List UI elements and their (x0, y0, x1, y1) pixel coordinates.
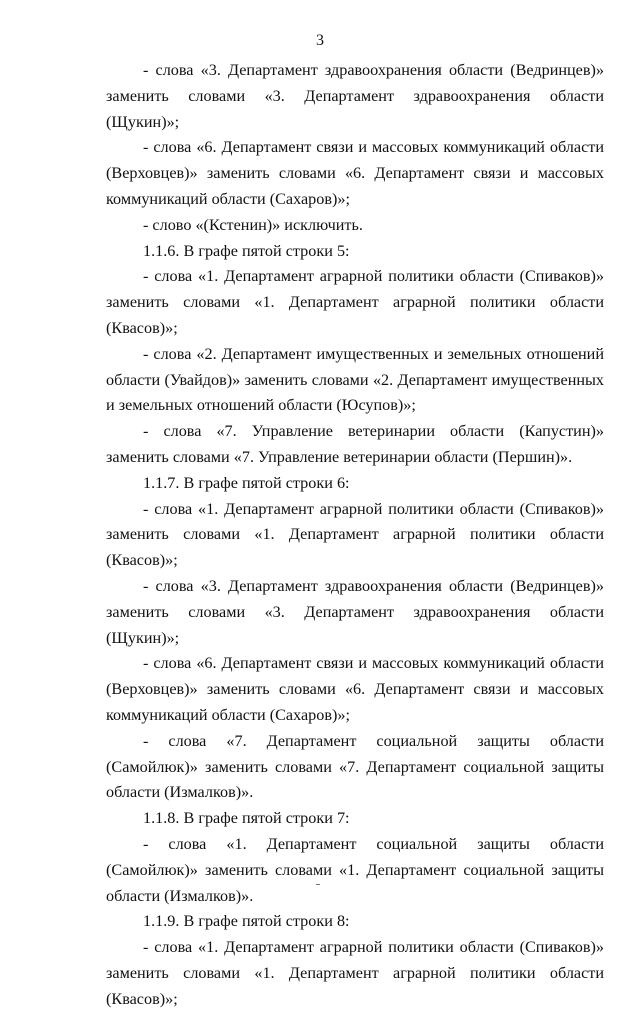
page-number: 3 (316, 32, 324, 49)
paragraph: - слова «6. Департамент связи и массовых коммуникаций области (Верховцев)» заменить словами «6. Департамент связи и массовых коммуникаций области (Сахаров)»; (106, 138, 604, 208)
section-heading: 1.1.7. В графе пятой строки 6: (143, 473, 350, 492)
section-heading: 1.1.6. В графе пятой строки 5: (143, 241, 350, 260)
paragraph: - слова «7. Департамент социальной защиты области (Самойлюк)» заменить словами «7. Департамент социальной защиты области (Измалков)». (106, 731, 604, 802)
document-body (106, 58, 604, 1012)
paragraph: - слова «3. Департамент здравоохранения области (Ведринцев)» заменить словами «3. Департамент здравоохранения области (Щукин)»; (106, 61, 604, 131)
paragraph: - слова «7. Управление ветеринарии области (Капустин)» заменить словами «7. Управление ветеринарии области (Першин)». (106, 422, 604, 466)
section-heading: 1.1.8. В графе пятой строки 7: (143, 809, 350, 828)
paragraph: - слова «1. Департамент аграрной политики области (Спиваков)» заменить словами «1. Департамент аграрной политики области (Квасов)»; (106, 499, 604, 570)
paragraph: - слова «3. Департамент здравоохранения области (Ведринцев)» заменить словами «3. Департамент здравоохранения области (Щукин)»; (106, 576, 604, 647)
scan-mark (316, 884, 320, 885)
paragraph: - слова «1. Департамент аграрной политики области (Спиваков)» заменить словами «1. Департамент аграрной политики области (Квасов)»; (106, 267, 604, 337)
section-heading: 1.1.9. В графе пятой строки 8: (143, 912, 350, 931)
paragraph: - слова «2. Департамент имущественных и земельных отношений области (Увайдов)» заменить словами «2. Департамент имущественных и земельных отношений области (Юсупов)»; (106, 344, 604, 415)
paragraph: - слова «6. Департамент связи и массовых коммуникаций области (Верховцев)» заменить словами «6. Департамент связи и массовых коммуникаций области (Сахаров)»; (106, 654, 604, 724)
paragraph: - слова «1. Департамент социальной защиты области (Самойлюк)» заменить словами «1. Департамент социальной защиты области (Измалков)». (106, 834, 604, 905)
paragraph: - слово «(Кстенин)» исключить. (143, 215, 363, 234)
paragraph: - слова «1. Департамент аграрной политики области (Спиваков)» заменить словами «1. Департамент аграрной политики области (Квасов)»; (106, 938, 604, 1008)
